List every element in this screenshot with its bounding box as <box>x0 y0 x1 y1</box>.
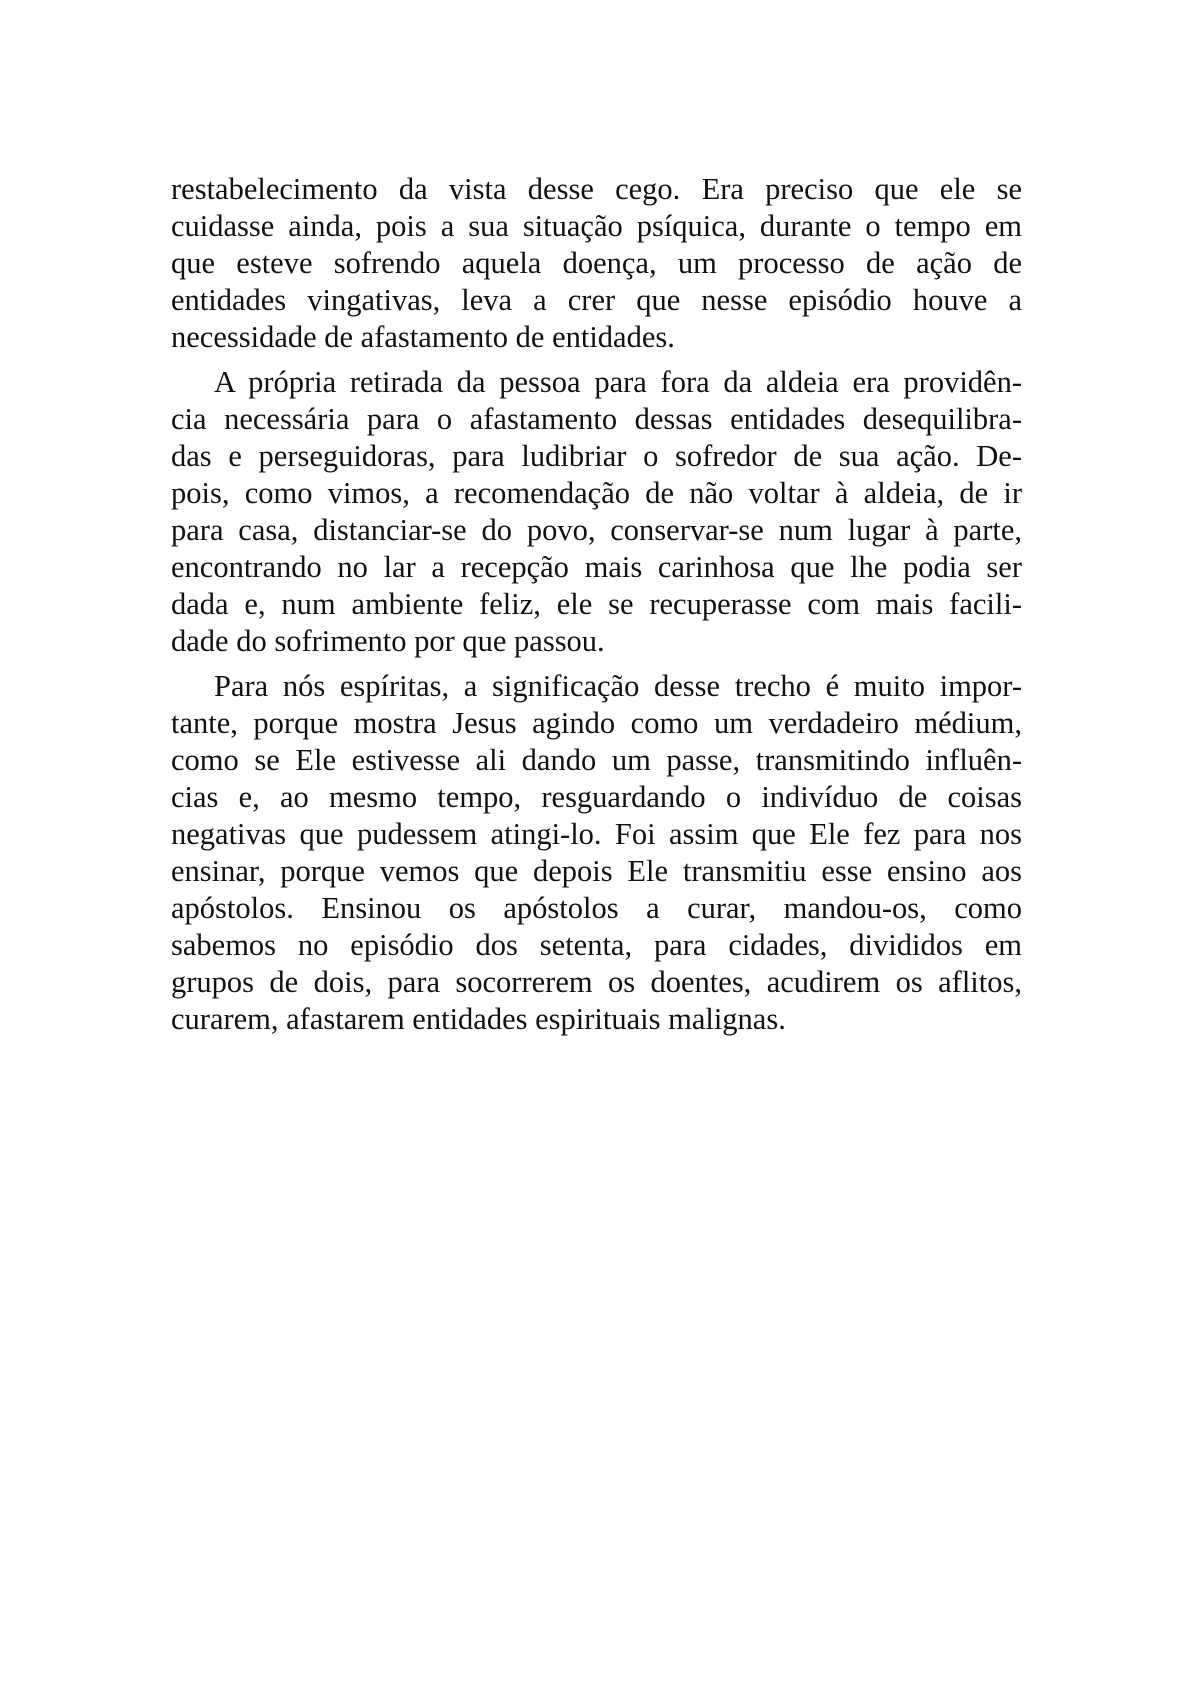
text-line: pois, como vimos, a recomendação de não voltar à aldeia, de ir <box>171 476 1022 510</box>
text-line: dada e, num ambiente feliz, ele se recuperasse com mais facili- <box>171 587 1022 621</box>
text-line: grupos de dois, para socorrerem os doentes, acudirem os aflitos, <box>171 965 1022 999</box>
text-line: para casa, distanciar-se do povo, conservar-se num lugar à parte, <box>171 513 1022 547</box>
text-line: sabemos no episódio dos setenta, para cidades, divididos em <box>171 928 1022 962</box>
text-line: curarem, afastarem entidades espirituais malignas. <box>171 1002 786 1036</box>
text-line: como se Ele estivesse ali dando um passe, transmitindo influên- <box>171 743 1022 777</box>
text-line: cia necessária para o afastamento dessas entidades desequilibra- <box>171 402 1022 436</box>
text-line: cias e, ao mesmo tempo, resguardando o indivíduo de coisas <box>171 780 1022 814</box>
text-line: negativas que pudessem atingi-lo. Foi assim que Ele fez para nos <box>171 817 1022 851</box>
text-line: cuidasse ainda, pois a sua situação psíquica, durante o tempo em <box>171 209 1022 243</box>
text-line: entidades vingativas, leva a crer que nesse episódio houve a <box>171 283 1022 317</box>
text-line: que esteve sofrendo aquela doença, um processo de ação de <box>171 246 1022 280</box>
paragraph-gap <box>171 660 1022 668</box>
text-line: dade do sofrimento por que passou. <box>171 624 605 658</box>
text-line: ensinar, porque vemos que depois Ele transmitiu esse ensino aos <box>171 854 1022 888</box>
text-line: tante, porque mostra Jesus agindo como um verdadeiro médium, <box>171 706 1022 740</box>
body-text <box>171 171 1022 1038</box>
text-line: A própria retirada da pessoa para fora da aldeia era providên- <box>214 365 1022 399</box>
paragraph-1 <box>171 171 1022 356</box>
paragraph-gap <box>171 356 1022 364</box>
text-line: Para nós espíritas, a significação desse trecho é muito impor- <box>214 669 1022 703</box>
text-line: encontrando no lar a recepção mais carinhosa que lhe podia ser <box>171 550 1022 584</box>
paragraph-2 <box>171 364 1022 660</box>
text-line: das e perseguidoras, para ludibriar o sofredor de sua ação. De- <box>171 439 1022 473</box>
text-line: necessidade de afastamento de entidades. <box>171 320 675 354</box>
paragraph-3 <box>171 668 1022 1038</box>
text-line: apóstolos. Ensinou os apóstolos a curar, mandou-os, como <box>171 891 1022 925</box>
text-line: restabelecimento da vista desse cego. Era preciso que ele se <box>171 172 1022 206</box>
